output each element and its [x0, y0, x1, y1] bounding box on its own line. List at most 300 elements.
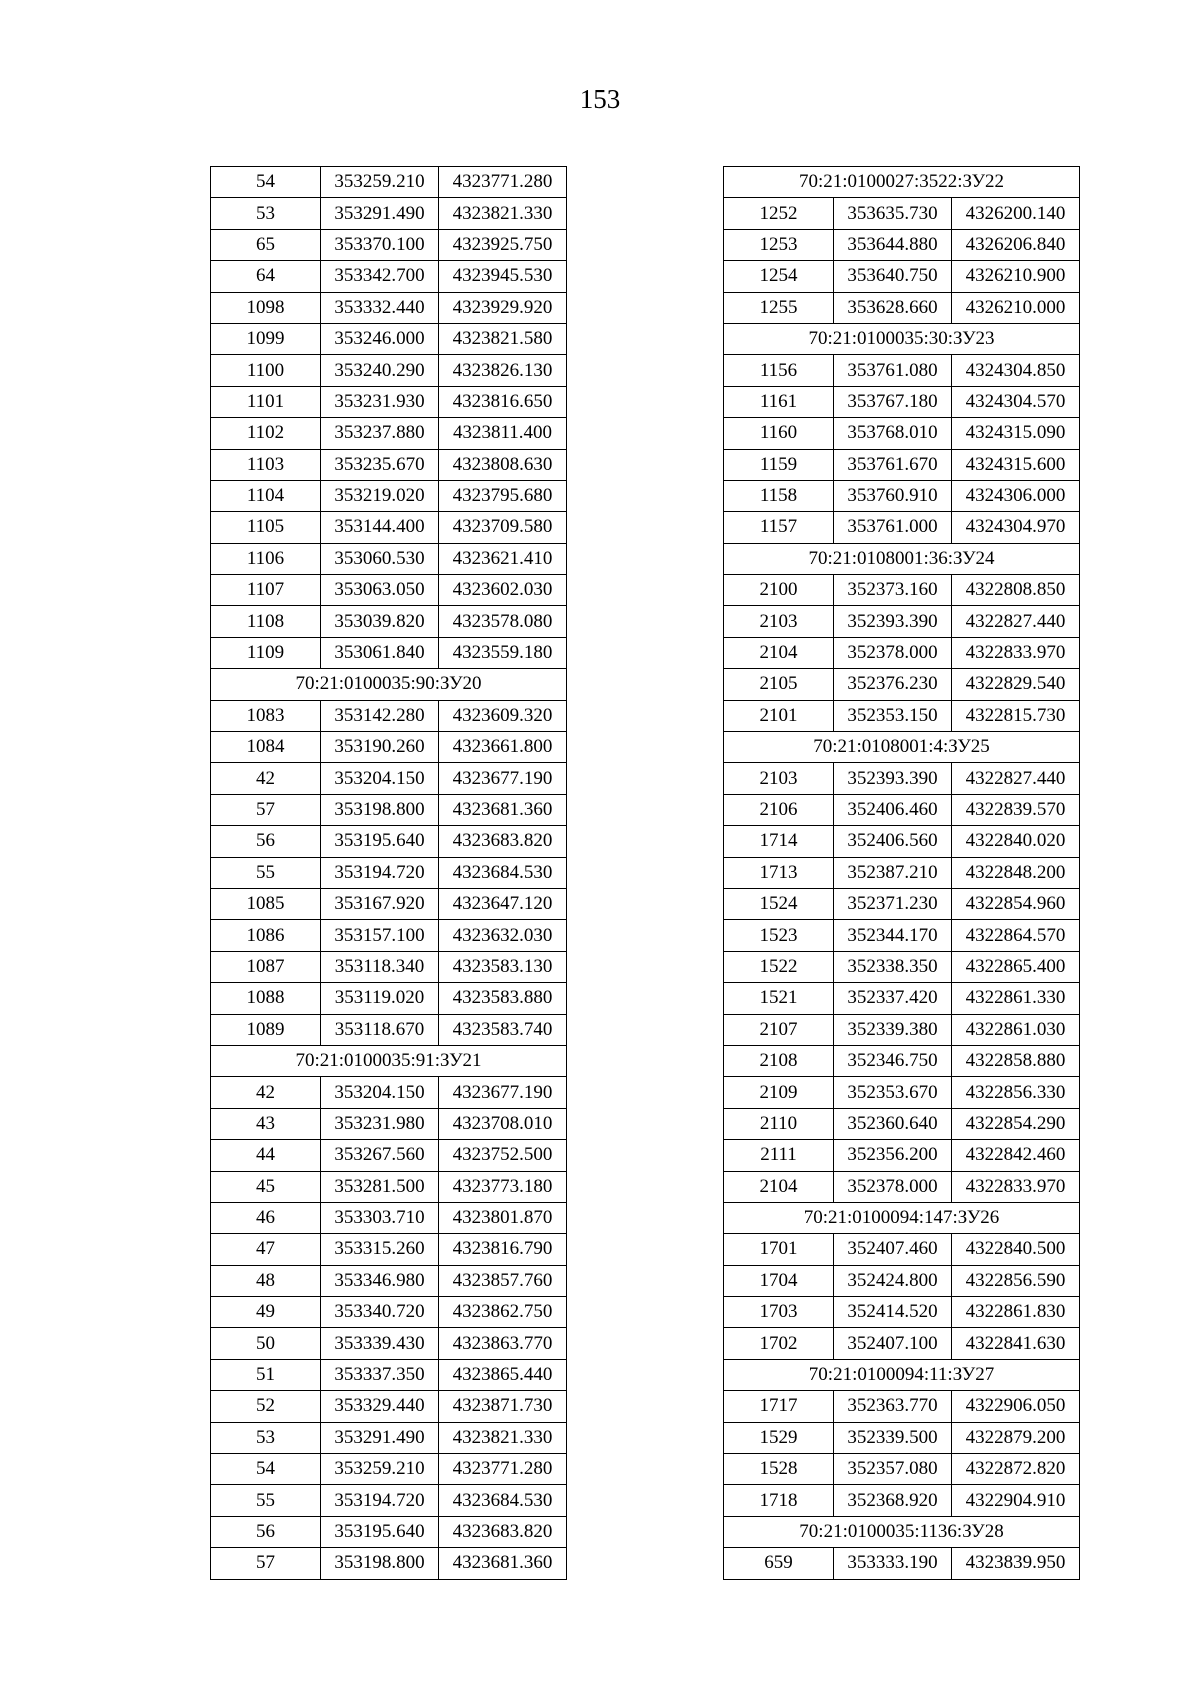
y-coordinate-cell: 4323857.760: [439, 1265, 567, 1296]
x-coordinate-cell: 353635.730: [834, 198, 952, 229]
point-number-cell: 56: [211, 1516, 321, 1547]
x-coordinate-cell: 353167.920: [321, 888, 439, 919]
x-coordinate-cell: 353768.010: [834, 418, 952, 449]
x-coordinate-cell: 353231.980: [321, 1108, 439, 1139]
table-row: [724, 669, 1080, 700]
x-coordinate-cell: 353144.400: [321, 512, 439, 543]
x-coordinate-cell: 353303.710: [321, 1202, 439, 1233]
y-coordinate-cell: 4323865.440: [439, 1359, 567, 1390]
x-coordinate-cell: 353761.080: [834, 355, 952, 386]
x-coordinate-cell: 353219.020: [321, 480, 439, 511]
point-number-cell: 2109: [724, 1077, 834, 1108]
y-coordinate-cell: 4324304.970: [952, 512, 1080, 543]
y-coordinate-cell: 4323647.120: [439, 888, 567, 919]
x-coordinate-cell: 352344.170: [834, 920, 952, 951]
parcel-header-row: [211, 669, 567, 700]
table-row: [724, 1328, 1080, 1359]
table-row: [724, 229, 1080, 260]
y-coordinate-cell: 4323683.820: [439, 1516, 567, 1547]
point-number-cell: 47: [211, 1234, 321, 1265]
parcel-id: 70:21:0100094:147:ЗУ26: [724, 1202, 1080, 1233]
x-coordinate-cell: 353760.910: [834, 480, 952, 511]
table-row: [724, 480, 1080, 511]
point-number-cell: 1252: [724, 198, 834, 229]
y-coordinate-cell: 4322861.030: [952, 1014, 1080, 1045]
x-coordinate-cell: 353332.440: [321, 292, 439, 323]
table-row: [724, 1485, 1080, 1516]
table-row: [211, 1140, 567, 1171]
table-row: [211, 794, 567, 825]
x-coordinate-cell: 352346.750: [834, 1045, 952, 1076]
parcel-id: 70:21:0100035:90:ЗУ20: [211, 669, 567, 700]
table-row: [211, 983, 567, 1014]
x-coordinate-cell: 352424.800: [834, 1265, 952, 1296]
point-number-cell: 1713: [724, 857, 834, 888]
coordinates-table-right: [723, 166, 1080, 1580]
x-coordinate-cell: 353342.700: [321, 261, 439, 292]
point-number-cell: 2103: [724, 606, 834, 637]
table-row: [211, 1454, 567, 1485]
x-coordinate-cell: 352387.210: [834, 857, 952, 888]
point-number-cell: 1088: [211, 983, 321, 1014]
x-coordinate-cell: 353237.880: [321, 418, 439, 449]
x-coordinate-cell: 352373.160: [834, 575, 952, 606]
y-coordinate-cell: 4322827.440: [952, 763, 1080, 794]
point-number-cell: 54: [211, 167, 321, 198]
x-coordinate-cell: 352378.000: [834, 637, 952, 668]
x-coordinate-cell: 352393.390: [834, 606, 952, 637]
point-number-cell: 1085: [211, 888, 321, 919]
y-coordinate-cell: 4323871.730: [439, 1391, 567, 1422]
table-row: [211, 826, 567, 857]
y-coordinate-cell: 4323684.530: [439, 857, 567, 888]
table-row: [211, 480, 567, 511]
y-coordinate-cell: 4323795.680: [439, 480, 567, 511]
point-number-cell: 1104: [211, 480, 321, 511]
x-coordinate-cell: 353767.180: [834, 386, 952, 417]
table-row: [724, 418, 1080, 449]
x-coordinate-cell: 353157.100: [321, 920, 439, 951]
y-coordinate-cell: 4323801.870: [439, 1202, 567, 1233]
table-row: [211, 355, 567, 386]
table-row: [724, 700, 1080, 731]
y-coordinate-cell: 4324306.000: [952, 480, 1080, 511]
table-row: [724, 983, 1080, 1014]
table-row: [211, 543, 567, 574]
y-coordinate-cell: 4322864.570: [952, 920, 1080, 951]
point-number-cell: 1703: [724, 1297, 834, 1328]
x-coordinate-cell: 353329.440: [321, 1391, 439, 1422]
x-coordinate-cell: 352414.520: [834, 1297, 952, 1328]
y-coordinate-cell: 4322856.330: [952, 1077, 1080, 1108]
point-number-cell: 1102: [211, 418, 321, 449]
y-coordinate-cell: 4323821.330: [439, 198, 567, 229]
x-coordinate-cell: 353644.880: [834, 229, 952, 260]
point-number-cell: 2103: [724, 763, 834, 794]
table-row: [211, 1548, 567, 1579]
x-coordinate-cell: 352406.460: [834, 794, 952, 825]
table-row: [724, 1391, 1080, 1422]
y-coordinate-cell: 4326210.900: [952, 261, 1080, 292]
y-coordinate-cell: 4323925.750: [439, 229, 567, 260]
x-coordinate-cell: 352376.230: [834, 669, 952, 700]
x-coordinate-cell: 353198.800: [321, 1548, 439, 1579]
y-coordinate-cell: 4323771.280: [439, 167, 567, 198]
y-coordinate-cell: 4323583.740: [439, 1014, 567, 1045]
table-row: [724, 951, 1080, 982]
point-number-cell: 1105: [211, 512, 321, 543]
point-number-cell: 2108: [724, 1045, 834, 1076]
point-number-cell: 56: [211, 826, 321, 857]
x-coordinate-cell: 352393.390: [834, 763, 952, 794]
page-number: 153: [579, 84, 621, 114]
table-row: [724, 606, 1080, 637]
point-number-cell: 1101: [211, 386, 321, 417]
table-row: [724, 355, 1080, 386]
point-number-cell: 1083: [211, 700, 321, 731]
table-row: [211, 951, 567, 982]
x-coordinate-cell: 352371.230: [834, 888, 952, 919]
y-coordinate-cell: 4322865.400: [952, 951, 1080, 982]
point-number-cell: 1084: [211, 732, 321, 763]
x-coordinate-cell: 353194.720: [321, 857, 439, 888]
y-coordinate-cell: 4322840.500: [952, 1234, 1080, 1265]
point-number-cell: 57: [211, 794, 321, 825]
x-coordinate-cell: 353190.260: [321, 732, 439, 763]
point-number-cell: 1156: [724, 355, 834, 386]
parcel-id: 70:21:0100035:91:ЗУ21: [211, 1045, 567, 1076]
x-coordinate-cell: 352357.080: [834, 1454, 952, 1485]
y-coordinate-cell: 4322879.200: [952, 1422, 1080, 1453]
y-coordinate-cell: 4324315.090: [952, 418, 1080, 449]
table-row: [211, 1077, 567, 1108]
point-number-cell: 48: [211, 1265, 321, 1296]
y-coordinate-cell: 4323583.880: [439, 983, 567, 1014]
x-coordinate-cell: 353204.150: [321, 763, 439, 794]
table-row: [724, 794, 1080, 825]
y-coordinate-cell: 4323808.630: [439, 449, 567, 480]
y-coordinate-cell: 4322858.880: [952, 1045, 1080, 1076]
point-number-cell: 1528: [724, 1454, 834, 1485]
point-number-cell: 1523: [724, 920, 834, 951]
table-row: [211, 261, 567, 292]
point-number-cell: 45: [211, 1171, 321, 1202]
y-coordinate-cell: 4322904.910: [952, 1485, 1080, 1516]
table-row: [211, 1202, 567, 1233]
point-number-cell: 1086: [211, 920, 321, 951]
parcel-header-row: [724, 1359, 1080, 1390]
y-coordinate-cell: 4324304.570: [952, 386, 1080, 417]
y-coordinate-cell: 4323677.190: [439, 1077, 567, 1108]
point-number-cell: 42: [211, 763, 321, 794]
y-coordinate-cell: 4322815.730: [952, 700, 1080, 731]
y-coordinate-cell: 4323816.790: [439, 1234, 567, 1265]
parcel-header-row: [724, 323, 1080, 354]
point-number-cell: 1714: [724, 826, 834, 857]
y-coordinate-cell: 4324304.850: [952, 355, 1080, 386]
x-coordinate-cell: 353370.100: [321, 229, 439, 260]
table-row: [211, 920, 567, 951]
parcel-id: 70:21:0108001:36:ЗУ24: [724, 543, 1080, 574]
point-number-cell: 46: [211, 1202, 321, 1233]
table-row: [724, 1234, 1080, 1265]
x-coordinate-cell: 353195.640: [321, 826, 439, 857]
point-number-cell: 1522: [724, 951, 834, 982]
y-coordinate-cell: 4323559.180: [439, 637, 567, 668]
y-coordinate-cell: 4326200.140: [952, 198, 1080, 229]
table-row: [211, 763, 567, 794]
point-number-cell: 51: [211, 1359, 321, 1390]
y-coordinate-cell: 4322840.020: [952, 826, 1080, 857]
table-row: [724, 449, 1080, 480]
coordinates-table-left: [210, 166, 567, 1580]
table-row: [211, 323, 567, 354]
x-coordinate-cell: 352363.770: [834, 1391, 952, 1422]
point-number-cell: 43: [211, 1108, 321, 1139]
point-number-cell: 1157: [724, 512, 834, 543]
y-coordinate-cell: 4324315.600: [952, 449, 1080, 480]
point-number-cell: 1253: [724, 229, 834, 260]
point-number-cell: 1107: [211, 575, 321, 606]
point-number-cell: 1099: [211, 323, 321, 354]
table-row: [211, 700, 567, 731]
point-number-cell: 53: [211, 1422, 321, 1453]
table-row: [211, 732, 567, 763]
x-coordinate-cell: 352353.670: [834, 1077, 952, 1108]
table-row: [211, 198, 567, 229]
x-coordinate-cell: 353640.750: [834, 261, 952, 292]
table-row: [724, 292, 1080, 323]
coordinates-table-left-body: [211, 167, 567, 1580]
table-row: [724, 1045, 1080, 1076]
y-coordinate-cell: 4322854.960: [952, 888, 1080, 919]
table-row: [724, 888, 1080, 919]
table-row: [211, 637, 567, 668]
point-number-cell: 1108: [211, 606, 321, 637]
y-coordinate-cell: 4323811.400: [439, 418, 567, 449]
table-row: [211, 1014, 567, 1045]
table-row: [724, 1454, 1080, 1485]
x-coordinate-cell: 353337.350: [321, 1359, 439, 1390]
table-row: [724, 1014, 1080, 1045]
y-coordinate-cell: 4323621.410: [439, 543, 567, 574]
point-number-cell: 1254: [724, 261, 834, 292]
x-coordinate-cell: 353063.050: [321, 575, 439, 606]
x-coordinate-cell: 353761.000: [834, 512, 952, 543]
x-coordinate-cell: 353291.490: [321, 1422, 439, 1453]
table-row: [211, 857, 567, 888]
parcel-header-row: [724, 167, 1080, 198]
x-coordinate-cell: 352339.500: [834, 1422, 952, 1453]
table-row: [211, 292, 567, 323]
y-coordinate-cell: 4322906.050: [952, 1391, 1080, 1422]
point-number-cell: 53: [211, 198, 321, 229]
x-coordinate-cell: 353198.800: [321, 794, 439, 825]
table-row: [211, 418, 567, 449]
y-coordinate-cell: 4323708.010: [439, 1108, 567, 1139]
point-number-cell: 2105: [724, 669, 834, 700]
x-coordinate-cell: 353291.490: [321, 198, 439, 229]
y-coordinate-cell: 4323862.750: [439, 1297, 567, 1328]
y-coordinate-cell: 4322856.590: [952, 1265, 1080, 1296]
parcel-id: 70:21:0108001:4:ЗУ25: [724, 732, 1080, 763]
y-coordinate-cell: 4323677.190: [439, 763, 567, 794]
table-row: [211, 575, 567, 606]
point-number-cell: 1160: [724, 418, 834, 449]
y-coordinate-cell: 4323771.280: [439, 1454, 567, 1485]
table-row: [211, 1359, 567, 1390]
table-row: [724, 1265, 1080, 1296]
y-coordinate-cell: 4323681.360: [439, 794, 567, 825]
x-coordinate-cell: 353119.020: [321, 983, 439, 1014]
x-coordinate-cell: 353231.930: [321, 386, 439, 417]
x-coordinate-cell: 353246.000: [321, 323, 439, 354]
x-coordinate-cell: 353118.670: [321, 1014, 439, 1045]
point-number-cell: 2106: [724, 794, 834, 825]
x-coordinate-cell: 352356.200: [834, 1140, 952, 1171]
x-coordinate-cell: 353628.660: [834, 292, 952, 323]
y-coordinate-cell: 4323773.180: [439, 1171, 567, 1202]
x-coordinate-cell: 353142.280: [321, 700, 439, 731]
point-number-cell: 1702: [724, 1328, 834, 1359]
point-number-cell: 659: [724, 1548, 834, 1579]
point-number-cell: 2104: [724, 637, 834, 668]
point-number-cell: 1717: [724, 1391, 834, 1422]
table-row: [724, 1548, 1080, 1579]
point-number-cell: 2107: [724, 1014, 834, 1045]
x-coordinate-cell: 352378.000: [834, 1171, 952, 1202]
point-number-cell: 50: [211, 1328, 321, 1359]
point-number-cell: 1109: [211, 637, 321, 668]
y-coordinate-cell: 4323709.580: [439, 512, 567, 543]
point-number-cell: 1103: [211, 449, 321, 480]
y-coordinate-cell: 4323684.530: [439, 1485, 567, 1516]
table-row: [211, 229, 567, 260]
parcel-id: 70:21:0100035:30:ЗУ23: [724, 323, 1080, 354]
x-coordinate-cell: 353118.340: [321, 951, 439, 982]
point-number-cell: 2100: [724, 575, 834, 606]
parcel-header-row: [724, 543, 1080, 574]
x-coordinate-cell: 352368.920: [834, 1485, 952, 1516]
point-number-cell: 1161: [724, 386, 834, 417]
point-number-cell: 57: [211, 1548, 321, 1579]
y-coordinate-cell: 4326210.000: [952, 292, 1080, 323]
table-row: [724, 1422, 1080, 1453]
y-coordinate-cell: 4323821.580: [439, 323, 567, 354]
y-coordinate-cell: 4322848.200: [952, 857, 1080, 888]
x-coordinate-cell: 353259.210: [321, 167, 439, 198]
parcel-header-row: [724, 1516, 1080, 1547]
x-coordinate-cell: 352407.460: [834, 1234, 952, 1265]
x-coordinate-cell: 353281.500: [321, 1171, 439, 1202]
table-row: [211, 1391, 567, 1422]
table-row: [724, 857, 1080, 888]
x-coordinate-cell: 353267.560: [321, 1140, 439, 1171]
point-number-cell: 1255: [724, 292, 834, 323]
point-number-cell: 1159: [724, 449, 834, 480]
table-row: [211, 888, 567, 919]
x-coordinate-cell: 353761.670: [834, 449, 952, 480]
point-number-cell: 1704: [724, 1265, 834, 1296]
point-number-cell: 1100: [211, 355, 321, 386]
y-coordinate-cell: 4323929.920: [439, 292, 567, 323]
table-row: [724, 386, 1080, 417]
table-row: [211, 1485, 567, 1516]
point-number-cell: 1524: [724, 888, 834, 919]
point-number-cell: 49: [211, 1297, 321, 1328]
point-number-cell: 1098: [211, 292, 321, 323]
table-row: [211, 386, 567, 417]
y-coordinate-cell: 4322829.540: [952, 669, 1080, 700]
x-coordinate-cell: 353060.530: [321, 543, 439, 574]
table-row: [724, 1140, 1080, 1171]
x-coordinate-cell: 353259.210: [321, 1454, 439, 1485]
point-number-cell: 1529: [724, 1422, 834, 1453]
table-row: [724, 261, 1080, 292]
parcel-header-row: [211, 1045, 567, 1076]
point-number-cell: 54: [211, 1454, 321, 1485]
x-coordinate-cell: 352337.420: [834, 983, 952, 1014]
y-coordinate-cell: 4323816.650: [439, 386, 567, 417]
table-row: [211, 1234, 567, 1265]
point-number-cell: 44: [211, 1140, 321, 1171]
parcel-header-row: [724, 732, 1080, 763]
y-coordinate-cell: 4323752.500: [439, 1140, 567, 1171]
x-coordinate-cell: 353061.840: [321, 637, 439, 668]
y-coordinate-cell: 4323821.330: [439, 1422, 567, 1453]
x-coordinate-cell: 353339.430: [321, 1328, 439, 1359]
x-coordinate-cell: 353333.190: [834, 1548, 952, 1579]
point-number-cell: 1718: [724, 1485, 834, 1516]
y-coordinate-cell: 4326206.840: [952, 229, 1080, 260]
y-coordinate-cell: 4323683.820: [439, 826, 567, 857]
point-number-cell: 42: [211, 1077, 321, 1108]
parcel-id: 70:21:0100027:3522:ЗУ22: [724, 167, 1080, 198]
table-row: [211, 1297, 567, 1328]
table-row: [211, 1108, 567, 1139]
x-coordinate-cell: 352406.560: [834, 826, 952, 857]
y-coordinate-cell: 4322841.630: [952, 1328, 1080, 1359]
table-row: [211, 606, 567, 637]
y-coordinate-cell: 4322827.440: [952, 606, 1080, 637]
x-coordinate-cell: 353235.670: [321, 449, 439, 480]
x-coordinate-cell: 352360.640: [834, 1108, 952, 1139]
table-row: [211, 1422, 567, 1453]
y-coordinate-cell: 4322839.570: [952, 794, 1080, 825]
point-number-cell: 52: [211, 1391, 321, 1422]
x-coordinate-cell: 352338.350: [834, 951, 952, 982]
point-number-cell: 55: [211, 1485, 321, 1516]
parcel-id: 70:21:0100035:1136:ЗУ28: [724, 1516, 1080, 1547]
table-row: [724, 1297, 1080, 1328]
table-row: [724, 512, 1080, 543]
y-coordinate-cell: 4323826.130: [439, 355, 567, 386]
y-coordinate-cell: 4323583.130: [439, 951, 567, 982]
x-coordinate-cell: 353240.290: [321, 355, 439, 386]
y-coordinate-cell: 4323632.030: [439, 920, 567, 951]
y-coordinate-cell: 4322854.290: [952, 1108, 1080, 1139]
y-coordinate-cell: 4323839.950: [952, 1548, 1080, 1579]
table-row: [211, 167, 567, 198]
table-row: [724, 198, 1080, 229]
x-coordinate-cell: 353340.720: [321, 1297, 439, 1328]
table-row: [724, 1077, 1080, 1108]
parcel-id: 70:21:0100094:11:ЗУ27: [724, 1359, 1080, 1390]
y-coordinate-cell: 4323602.030: [439, 575, 567, 606]
point-number-cell: 1089: [211, 1014, 321, 1045]
table-row: [724, 763, 1080, 794]
x-coordinate-cell: 353194.720: [321, 1485, 439, 1516]
